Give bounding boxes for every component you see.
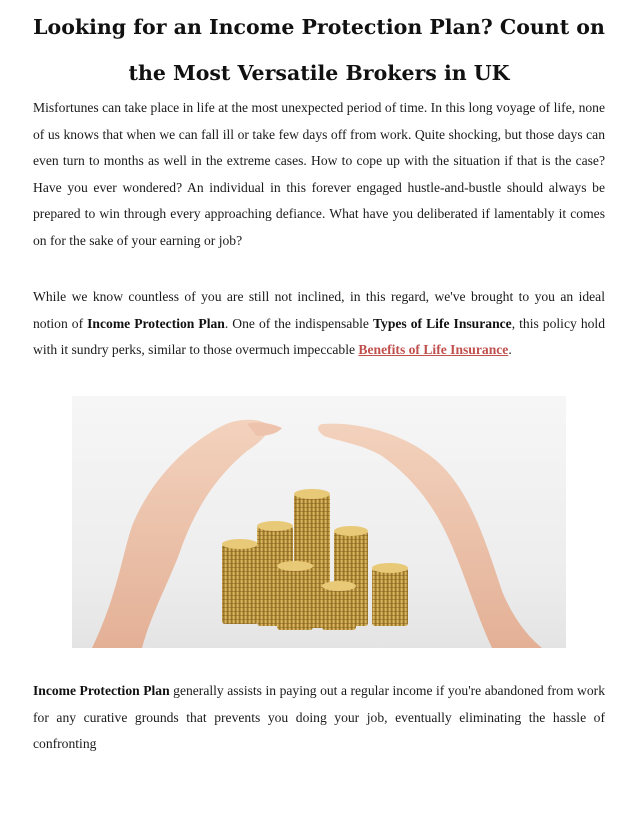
paragraph-plan-details: [33, 678, 605, 758]
bold-term-income-protection-plan: Income Protection Plan: [33, 683, 170, 698]
paragraph-income-protection: [33, 284, 605, 364]
hands-and-coins-image: [72, 396, 566, 648]
benefits-of-life-insurance-link[interactable]: Benefits of Life Insurance: [358, 342, 509, 357]
paragraph-text: generally assists in paying out a regular income if you're abandoned from work for any curative grounds that prevents you doing your job, eventually eliminating the hassle of confronting: [33, 683, 605, 751]
paragraph-text: , this policy hold with it sundry perks, similar to those overmuch impeccable: [33, 315, 605, 357]
paragraph-intro: Misfortunes can take place in life at the most unexpected period of time. In this long voyage of life, none of us knows that when we can fall ill or take few days off from work. Quite shocking, but those days can even turn to months as well in the extreme cases. How to cope up with the situation if that is the case? Have you ever wondered? An individual in this forever engaged hustle-and-bustle should always be prepared to win through every approaching defiance. What have you deliberated if lamentably it comes on for the sake of your earning or job?: [33, 100, 605, 248]
paragraph-text: While we know countless of you are still not inclined, in this regard, we've brought to you an ideal notion of: [33, 289, 605, 331]
bold-term-income-protection-plan: Income Protection Plan: [87, 315, 225, 331]
bold-term-types-of-life-insurance: Types of Life Insurance: [372, 315, 512, 331]
page-title: Looking for an Income Protection Plan? Count on the Most Versatile Brokers in UK: [33, 15, 605, 85]
paragraph-text: .: [508, 342, 512, 357]
paragraph-text: . One of the indispensable: [224, 315, 373, 331]
coin-stacks-illustration: [72, 396, 566, 648]
